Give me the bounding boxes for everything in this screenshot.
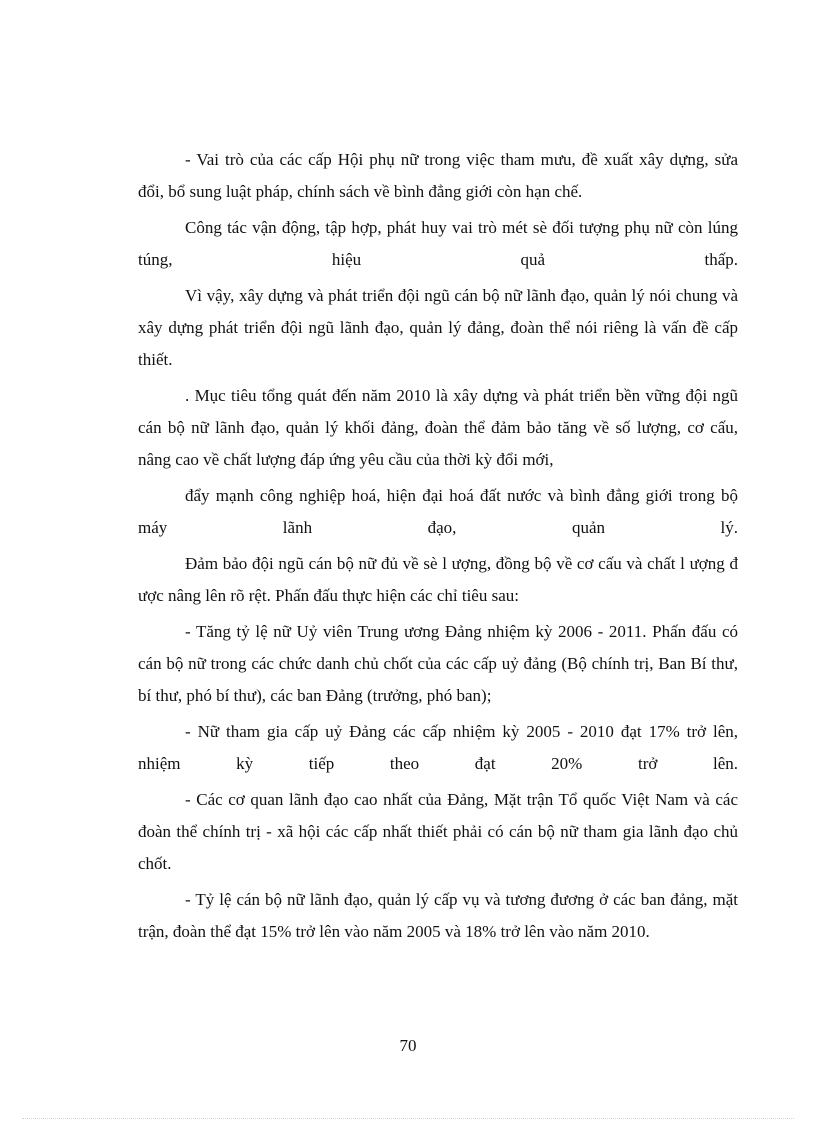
- paragraph-6: Đảm bảo đội ngũ cán bộ nữ đủ về sè l ượng, đồng bộ về cơ cấu và chất l ượng đ ược nâng lên rõ rệt. Phấn đấu thực hiện các chỉ tiêu sau:: [138, 554, 738, 605]
- paragraph-1: - Vai trò của các cấp Hội phụ nữ trong việc tham mưu, đề xuất xây dựng, sửa đổi, bổ sung luật pháp, chính sách về bình đẳng giới còn hạn chế.: [138, 150, 738, 201]
- footer-divider: [22, 1118, 794, 1119]
- paragraph-2: Công tác vận động, tập hợp, phát huy vai trò mét sè đối tượng phụ nữ còn lúng túng, hiệu quả thấp.: [138, 218, 738, 269]
- paragraph-5: đẩy mạnh công nghiệp hoá, hiện đại hoá đất nước và bình đẳng giới trong bộ máy lãnh đạo, quản lý.: [138, 486, 738, 537]
- paragraph-8: - Nữ tham gia cấp uỷ Đảng các cấp nhiệm kỳ 2005 - 2010 đạt 17% trở lên, nhiệm kỳ tiếp theo đạt 20% trở lên.: [138, 722, 738, 773]
- paragraph-3: Vì vậy, xây dựng và phát triển đội ngũ cán bộ nữ lãnh đạo, quản lý nói chung và xây dựng phát triển đội ngũ lãnh đạo, quản lý đảng, đoàn thể nói riêng là vấn đề cấp thiết.: [138, 286, 738, 369]
- paragraph-7: - Tăng tỷ lệ nữ Uỷ viên Trung ương Đảng nhiệm kỳ 2006 - 2011. Phấn đấu có cán bộ nữ trong các chức danh chủ chốt của các cấp uỷ đảng (Bộ chính trị, Ban Bí thư, bí thư, phó bí thư), các ban Đảng (trưởng, phó ban);: [138, 622, 738, 705]
- paragraph-9: - Các cơ quan lãnh đạo cao nhất của Đảng, Mặt trận Tổ quốc Việt Nam và các đoàn thể chính trị - xã hội các cấp nhất thiết phải có cán bộ nữ tham gia lãnh đạo chủ chốt.: [138, 790, 738, 873]
- page-number: 70: [399, 1036, 417, 1055]
- paragraph-10: - Tỷ lệ cán bộ nữ lãnh đạo, quản lý cấp vụ và tương đương ở các ban đảng, mặt trận, đoàn thể đạt 15% trở lên vào năm 2005 và 18% trở lên vào năm 2010.: [138, 890, 738, 941]
- paragraph-4: . Mục tiêu tổng quát đến năm 2010 là xây dựng và phát triển bền vững đội ngũ cán bộ nữ lãnh đạo, quản lý khối đảng, đoàn thể đảm bảo tăng về số lượng, cơ cấu, nâng cao về chất lượng đáp ứng yêu cầu của thời kỳ đổi mới,: [138, 386, 738, 469]
- body-text: [138, 144, 738, 952]
